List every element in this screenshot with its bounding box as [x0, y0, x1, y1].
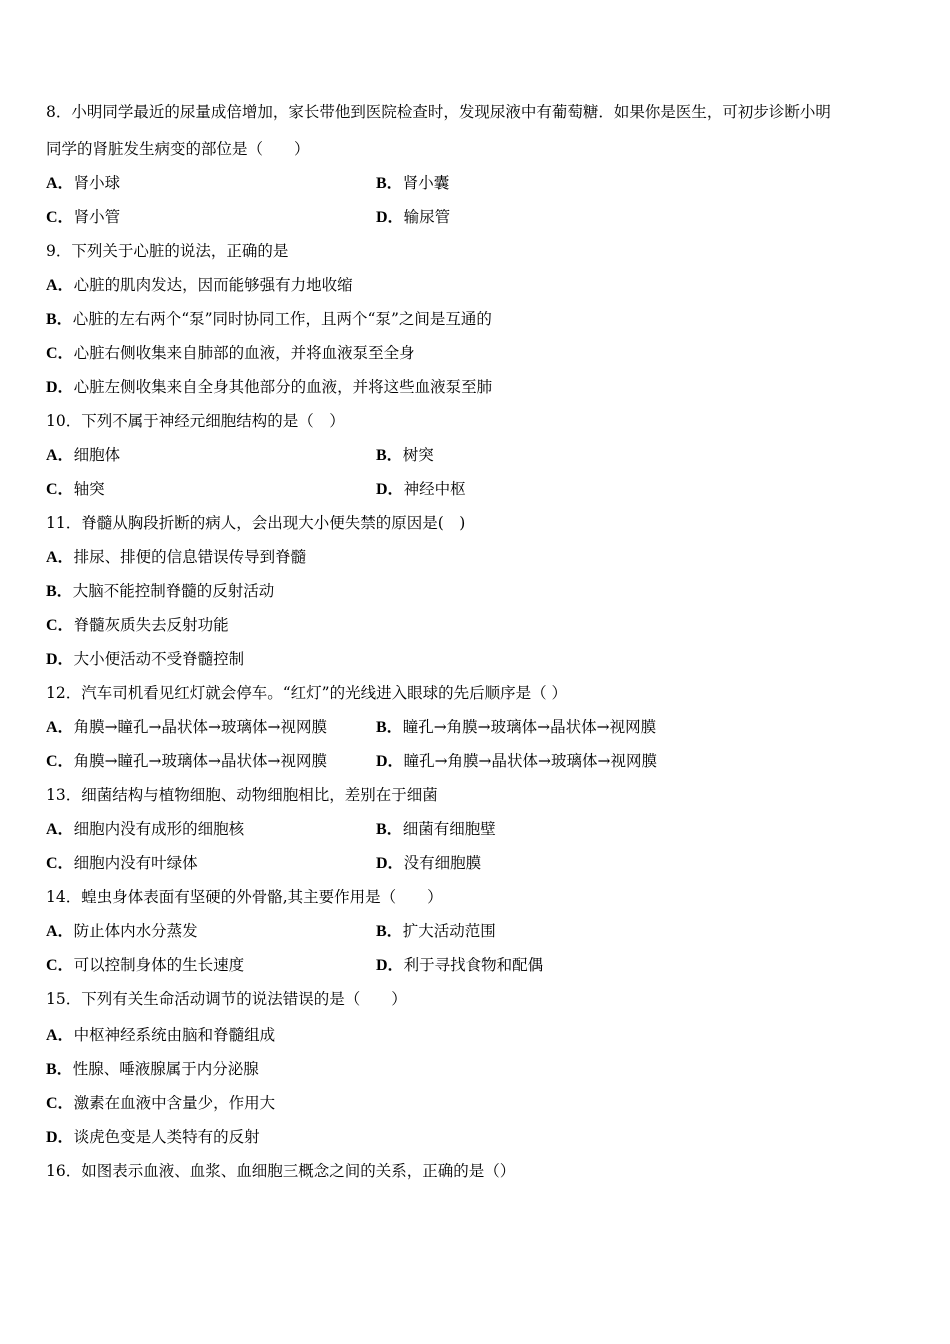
question-15-option-b: B．性腺、唾液腺属于内分泌腺 [46, 1060, 259, 1078]
question-14-option-b: B．扩大活动范围 [376, 922, 496, 940]
question-13-stem: 13．细菌结构与植物细胞、动物细胞相比，差别在于细菌 [46, 786, 438, 804]
question-11-option-c: C．脊髓灰质失去反射功能 [46, 616, 229, 634]
question-10-option-d: D．神经中枢 [376, 480, 466, 498]
question-12-option-c: C．角膜→瞳孔→玻璃体→晶状体→视网膜 [46, 752, 328, 770]
question-10-option-a: A．细胞体 [46, 446, 121, 464]
question-8-stem-line2: 同学的肾脏发生病变的部位是（ ） [46, 140, 310, 158]
question-9-option-a: A．心脏的肌肉发达，因而能够强有力地收缩 [46, 276, 353, 294]
question-15-option-c: C．激素在血液中含量少，作用大 [46, 1094, 276, 1112]
question-14-option-a: A．防止体内水分蒸发 [46, 922, 198, 940]
question-9-option-d: D．心脏左侧收集来自全身其他部分的血液，并将这些血液泵至肺 [46, 378, 493, 396]
question-12-option-b: B．瞳孔→角膜→玻璃体→晶状体→视网膜 [376, 718, 657, 736]
question-12-option-a: A．角膜→瞳孔→晶状体→玻璃体→视网膜 [46, 718, 328, 736]
question-15-option-a: A．中枢神经系统由脑和脊髓组成 [46, 1026, 276, 1044]
question-15-option-d: D．谈虎色变是人类特有的反射 [46, 1128, 260, 1146]
question-14-stem: 14．蝗虫身体表面有坚硬的外骨骼,其主要作用是（ ） [46, 888, 443, 906]
question-15-stem: 15．下列有关生命活动调节的说法错误的是（ ） [46, 990, 407, 1008]
question-13-option-a: A．细胞内没有成形的细胞核 [46, 820, 245, 838]
question-11-stem: 11．脊髓从胸段折断的病人，会出现大小便失禁的原因是( ) [46, 514, 466, 532]
question-10-option-c: C．轴突 [46, 480, 105, 498]
question-8-option-c: C．肾小管 [46, 208, 121, 226]
question-11-option-d: D．大小便活动不受脊髓控制 [46, 650, 245, 668]
question-13-option-d: D．没有细胞膜 [376, 854, 482, 872]
question-12-option-d: D．瞳孔→角膜→晶状体→玻璃体→视网膜 [376, 752, 658, 770]
question-8-option-d: D．输尿管 [376, 208, 451, 226]
question-11-option-a: A．排尿、排便的信息错误传导到脊髓 [46, 548, 307, 566]
question-8-option-a: A．肾小球 [46, 174, 121, 192]
question-13-option-b: B．细菌有细胞壁 [376, 820, 496, 838]
question-13-option-c: C．细胞内没有叶绿体 [46, 854, 198, 872]
question-11-option-b: B．大脑不能控制脊髓的反射活动 [46, 582, 275, 600]
question-9-option-b: B．心脏的左右两个“泵”同时协同工作，且两个“泵”之间是互通的 [46, 310, 492, 328]
question-12-stem: 12．汽车司机看见红灯就会停车。“红灯”的光线进入眼球的先后顺序是（ ） [46, 684, 568, 702]
question-8-stem-line1: 8．小明同学最近的尿量成倍增加，家长带他到医院检查时，发现尿液中有葡萄糖．如果你是医生，可初步诊断小明 [46, 103, 831, 121]
question-9-stem: 9．下列关于心脏的说法，正确的是 [46, 242, 289, 260]
question-14-option-c: C．可以控制身体的生长速度 [46, 956, 245, 974]
question-16-stem: 16．如图表示血液、血浆、血细胞三概念之间的关系，正确的是（） [46, 1162, 516, 1180]
question-14-option-d: D．利于寻找食物和配偶 [376, 956, 544, 974]
question-10-stem: 10．下列不属于神经元细胞结构的是（ ） [46, 412, 345, 430]
question-9-option-c: C．心脏右侧收集来自肺部的血液，并将血液泵至全身 [46, 344, 415, 362]
question-10-option-b: B．树突 [376, 446, 434, 464]
question-8-option-b: B．肾小囊 [376, 174, 450, 192]
